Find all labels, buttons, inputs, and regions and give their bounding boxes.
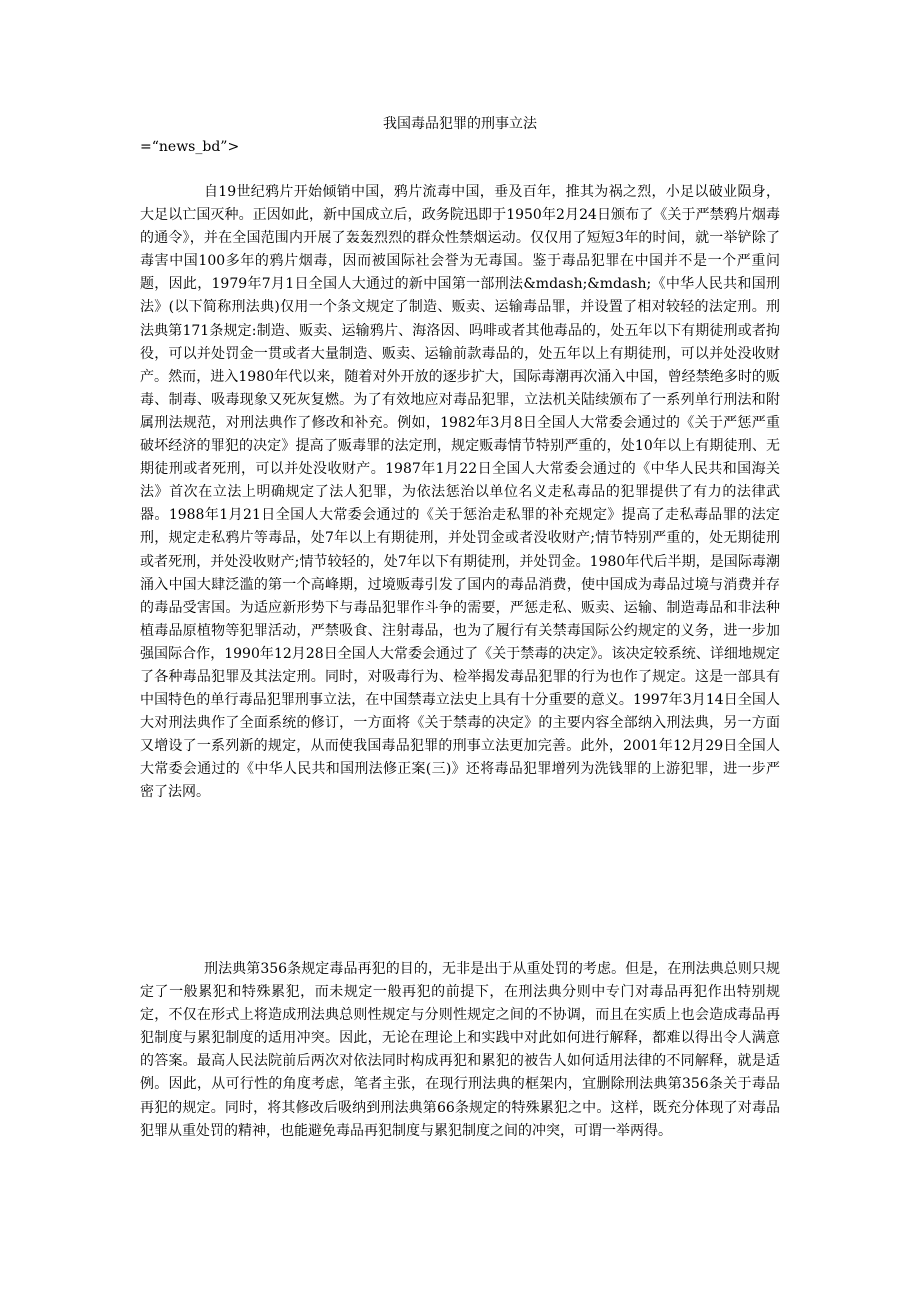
document-title: 我国毒品犯罪的刑事立法 <box>383 116 537 132</box>
paragraph-1: 自19世纪鸦片开始倾销中国，鸦片流毒中国，垂及百年，推其为祸之烈，小足以破业陨身，大足以亡国灭种。正因如此，新中国成立后，政务院迅即于1950年2月24日颁布了《关于严禁鸦片烟毒的通令》，并在全国范围内开展了轰轰烈烈的群众性禁烟运动。仅仅用了短短3年的时间，就一举铲除了毒害中国100多年的鸦片烟毒，因而被国际社会誉为无毒国。鉴于毒品犯罪在中国并不是一个严重问题，因此，1979年7月1日全国人大通过的新中国第一部刑法&mdash;&mdash;《中华人民共和国刑法》(以下简称刑法典)仅用一个条文规定了制造、贩卖、运输毒品罪，并设置了相对较轻的法定刑。刑法典第171条规定:制造、贩卖、运输鸦片、海洛因、吗啡或者其他毒品的，处五年以下有期徒刑或者拘役，可以并处罚金一贯或者大量制造、贩卖、运输前款毒品的，处五年以上有期徒刑，可以并处没收财产。然而，进入1980年代以来，随着对外开放的逐步扩大，国际毒潮再次涌入中国，曾经禁绝多时的贩毒、制毒、吸毒现象又死灰复燃。为了有效地应对毒品犯罪，立法机关陆续颁布了一系列单行刑法和附属刑法规范，对刑法典作了修改和补充。例如，1982年3月8日全国人大常委会通过的《关于严惩严重破坏经济的罪犯的决定》提高了贩毒罪的法定刑，规定贩毒情节特别严重的，处10年以上有期徒刑、无期徒刑或者死刑，可以并处没收财产。1987年1月22日全国人大常委会通过的《中华人民共和国海关法》首次在立法上明确规定了法人犯罪，为依法惩治以单位名义走私毒品的犯罪提供了有力的法律武器。1988年1月21日全国人大常委会通过的《关于惩治走私罪的补充规定》提高了走私毒品罪的法定刑，规定走私鸦片等毒品，处7年以上有期徒刑，并处罚金或者没收财产;情节特别严重的，处无期徒刑或者死刑，并处没收财产;情节较轻的，处7年以下有期徒刑，并处罚金。1980年代后半期，是国际毒潮涌入中国大肆泛滥的第一个高峰期，过境贩毒引发了国内的毒品消费，使中国成为毒品过境与消费并存的毒品受害国。为适应新形势下与毒品犯罪作斗争的需要，严惩走私、贩卖、运输、制造毒品和非法种植毒品原植物等犯罪活动，严禁吸食、注射毒品，也为了履行有关禁毒国际公约规定的义务，进一步加强国际合作，1990年12月28日全国人大常委会通过了《关于禁毒的决定》。该决定较系统、详细地规定了各种毒品犯罪及其法定刑。同时，对吸毒行为、检举揭发毒品犯罪的行为也作了规定。这是一部具有中国特色的单行毒品犯罪刑事立法，在中国禁毒立法史上具有十分重要的意义。1997年3月14日全国人大对刑法典作了全面系统的修订，一方面将《关于禁毒的决定》的主要内容全部纳入刑法典，另一方面又增设了一系列新的规定，从而使我国毒品犯罪的刑事立法更加完善。此外，2001年12月29日全国人大常委会通过的《中华人民共和国刑法修正案(三)》还将毒品犯罪增列为洗钱罪的上游犯罪，进一步严密了法网。 <box>140 184 780 801</box>
paragraph-2: 刑法典第356条规定毒品再犯的目的，无非是出于从重处罚的考虑。但是，在刑法典总则只规定了一般累犯和特殊累犯，而未规定一般再犯的前提下，在刑法典分则中专门对毒品再犯作出特别规定，不仅在形式上将造成刑法典总则性规定与分则性规定之间的不协调，而且在实质上也会造成毒品再犯制度与累犯制度的适用冲突。因此，无论在理论上和实践中对此如何进行解释，都难以得出令人满意的答案。最高人民法院前后两次对依法同时构成再犯和累犯的被告人如何适用法律的不同解释，就是适例。因此，从可行性的角度考虑，笔者主张，在现行刑法典的框架内，宜删除刑法典第356条关于毒品再犯的规定。同时，将其修改后吸纳到刑法典第66条规定的特殊累犯之中。这样，既充分体现了对毒品犯罪从重处罚的精神，也能避免毒品再犯制度与累犯制度之间的冲突，可谓一举两得。 <box>140 961 780 1139</box>
code-fragment: =“news_bd”> <box>140 139 240 155</box>
